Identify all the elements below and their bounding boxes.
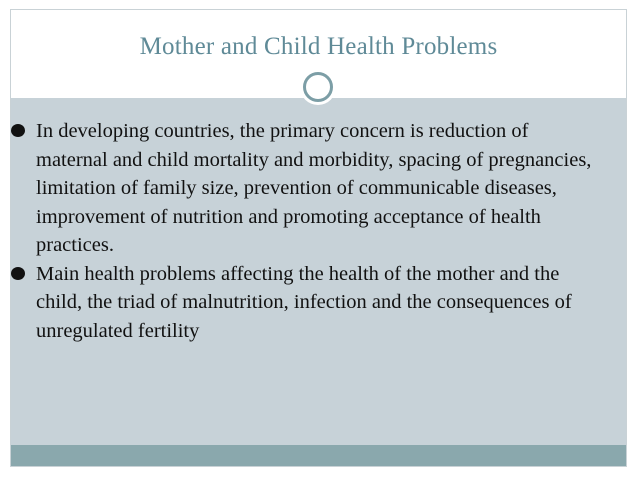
bullet-dot-icon	[11, 124, 25, 137]
bullet-item	[11, 117, 601, 260]
circle-ornament-icon	[303, 72, 333, 102]
footer-bar	[11, 445, 626, 467]
bullet-list	[11, 117, 601, 345]
bullet-text: Main health problems affecting the health of the mother and the child, the triad of malnutrition, infection and the consequences of unregulated fertility	[36, 262, 572, 342]
bullet-item	[11, 260, 601, 346]
bullet-dot-icon	[11, 267, 25, 280]
bullet-text: In developing countries, the primary concern is reduction of maternal and child mortality and morbidity, spacing of pregnancies, limitation of family size, prevention of communicable diseases, improvement of nutrition and promoting acceptance of health practices.	[36, 120, 592, 256]
slide-title: Mother and Child Health Problems	[139, 33, 498, 60]
